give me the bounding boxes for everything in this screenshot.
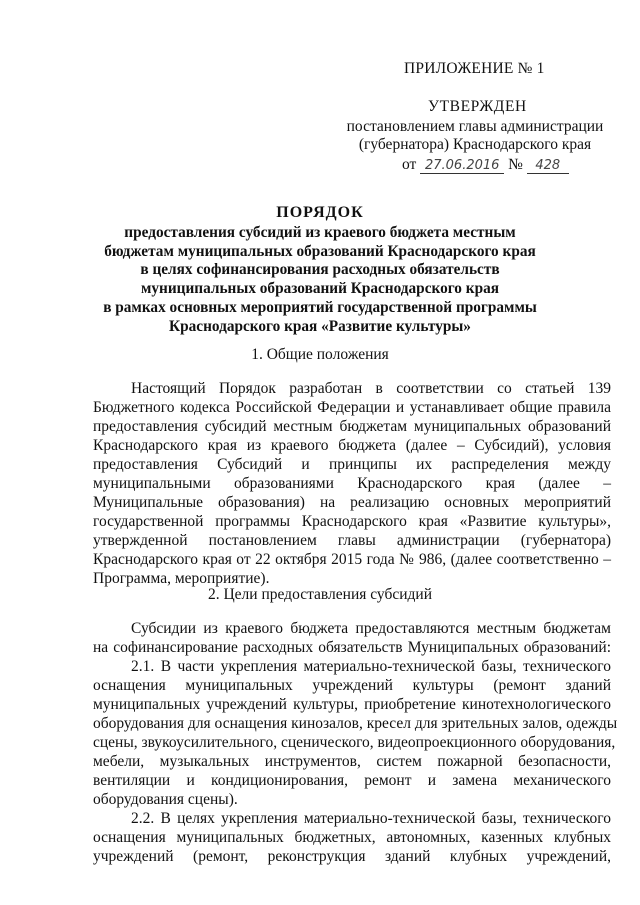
paragraph-line: на софинансирование расходных обязательств Муниципальных образований: — [93, 639, 611, 656]
paragraph-line: оборудования для оснащения кинозалов, кресел для зрительных залов, одежды — [93, 715, 618, 732]
paragraph-line: муниципальных учреждений культуры, приобретение кинотехнологического — [93, 696, 611, 713]
appendix-label: ПРИЛОЖЕНИЕ № 1 — [404, 60, 545, 77]
paragraph-line: Краснодарского края из краевого бюджета (далее – Субсидий), условия — [93, 437, 611, 454]
approved-by-line: постановлением главы администрации — [346, 118, 604, 135]
paragraph-line: Настоящий Порядок разработан в соответствии со статьей 139 — [131, 380, 611, 397]
section-heading: 2. Цели предоставления субсидий — [207, 586, 433, 603]
document-subtitle-line: бюджетам муниципальных образований Краснодарского края — [104, 243, 536, 260]
document-subtitle-line: в целях софинансирования расходных обязательств — [140, 261, 500, 278]
approval-date-line — [402, 156, 569, 174]
approved-label: УТВЕРЖДЕН — [428, 98, 527, 115]
paragraph-line: оснащения муниципальных учреждений культуры (ремонт зданий — [93, 677, 611, 694]
paragraph-line: государственной программы Краснодарского края «Развитие культуры», — [93, 513, 611, 530]
paragraph-line: вентиляции и кондиционирования, ремонт и замена механического — [93, 772, 611, 789]
paragraph-line: оборудования сцены). — [93, 791, 238, 808]
approved-by-line: (губернатора) Краснодарского края — [358, 136, 592, 153]
date-prefix: от — [402, 156, 417, 173]
paragraph-line: мебели, музыкальных инструментов, систем пожарной безопасности, — [93, 753, 611, 770]
paragraph-line: сцены, звукоусилительного, сценического, видеопроекционного оборудования, — [93, 734, 616, 751]
handwritten-date: 27.06.2016 — [420, 158, 504, 174]
paragraph-line: оснащения муниципальных бюджетных, автономных, казенных клубных — [93, 829, 611, 846]
document-subtitle-line: предоставления субсидий из краевого бюджета местным — [124, 224, 516, 241]
document-subtitle-line: в рамках основных мероприятий государственной программы — [103, 299, 537, 316]
number-sign: № — [508, 156, 523, 173]
document-subtitle-line: муниципальных образований Краснодарского края — [140, 280, 500, 297]
paragraph-line: утвержденной постановлением главы администрации (губернатора) — [93, 532, 611, 549]
handwritten-number: 428 — [527, 158, 569, 174]
paragraph-line: предоставления субсидий местным бюджетам муниципальных образований — [93, 418, 611, 435]
paragraph-line: предоставления Субсидий и принципы их распределения между — [93, 456, 611, 473]
document-title: ПОРЯДОК — [276, 204, 364, 221]
document-subtitle-line: Краснодарского края «Развитие культуры» — [169, 318, 471, 335]
paragraph-line: муниципальными образованиями Краснодарского края (далее – — [93, 475, 611, 492]
paragraph-line: Краснодарского края от 22 октября 2015 года № 986, (далее соответственно – — [93, 551, 611, 568]
paragraph-line: учреждений (ремонт, реконструкция зданий клубных учреждений, — [93, 848, 611, 865]
section-heading: 1. Общие положения — [251, 346, 389, 363]
paragraph-line: 2.2. В целях укрепления материально-технической базы, технического — [131, 810, 611, 827]
paragraph-line: Программа, мероприятие). — [93, 570, 270, 587]
paragraph-line: 2.1. В части укрепления материально-технической базы, технического — [131, 658, 611, 675]
paragraph-line: Бюджетного кодекса Российской Федерации и устанавливает общие правила — [93, 399, 611, 416]
paragraph-line: Субсидии из краевого бюджета предоставляются местным бюджетам — [131, 620, 611, 637]
paragraph-line: Муниципальные образования) на реализацию основных мероприятий — [93, 494, 611, 511]
